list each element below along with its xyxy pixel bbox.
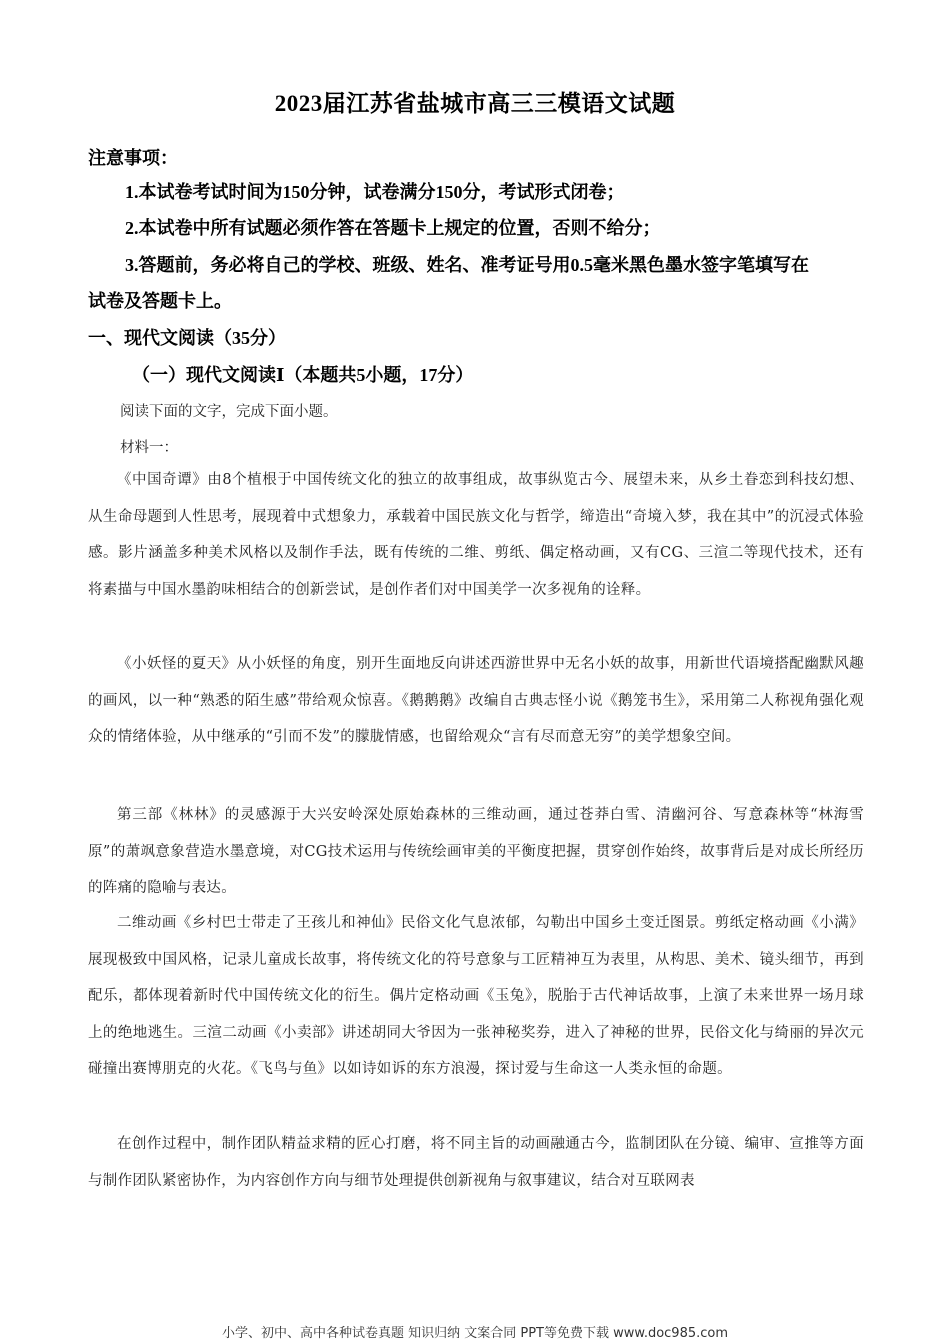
section-heading: 一、现代文阅读（35分） bbox=[88, 328, 286, 348]
notice-rule-3: 3.答题前，务必将自己的学校、班级、姓名、准考证号用0.5毫米黑色墨水签字笔填写在 bbox=[125, 255, 809, 275]
notice-rule-1: 1.本试卷考试时间为150分钟，试卷满分150分，考试形式闭卷； bbox=[125, 182, 625, 202]
document-title: 2023届江苏省盐城市高三三模语文试题 bbox=[274, 91, 676, 116]
page-footer: 小学、初中、高中各种试卷真题 知识归纳 文案合同 PPT等免费下载 www.doc985.com bbox=[221, 1326, 729, 1341]
paragraph-5: 在创作过程中，制作团队精益求精的匠心打磨，将不同主旨的动画融通古今，监制团队在分镜、编审、宣推等方面与制作团队紧密协作，为内容创作方向与细节处理提供创新视角与叙事建议，结合对互联网表 bbox=[88, 1136, 864, 1189]
notice-heading: 注意事项： bbox=[88, 148, 178, 168]
paragraph-3: 第三部《林林》的灵感源于大兴安岭深处原始森林的三维动画，通过苍莽白雪、清幽河谷、写意森林等“林海雪原”的萧飒意象营造水墨意境，对CG技术运用与传统绘画审美的平衡度把握，贯穿创作始终，故事背后是对成长所经历的阵痛的隐喻与表达。 bbox=[88, 807, 864, 896]
subsection-heading: （一）现代文阅读Ⅰ（本题共5小题，17分） bbox=[132, 365, 474, 385]
notice-rule-2: 2.本试卷中所有试题必须作答在答题卡上规定的位置，否则不给分； bbox=[125, 218, 661, 238]
paragraph-4: 二维动画《乡村巴士带走了王孩儿和神仙》民俗文化气息浓郁，勾勒出中国乡土变迁图景。剪纸定格动画《小满》展现极致中国风格，记录儿童成长故事，将传统文化的符号意象与工匠精神互为表里，从构思、美术、镜头细节，再到配乐，都体现着新时代中国传统文化的衍生。偶片定格动画《玉兔》，脱胎于古代神话故事，上演了未来世界一场月球上的绝地逃生。三渲二动画《小卖部》讲述胡同大爷因为一张神秘奖券，进入了神秘的世界，民俗文化与绮丽的异次元碰撞出赛博朋克的火花。《飞鸟与鱼》以如诗如诉的东方浪漫，探讨爱与生命这一人类永恒的命题。 bbox=[88, 915, 864, 1077]
reading-instruction: 阅读下面的文字，完成下面小题。 bbox=[120, 404, 338, 420]
paragraph-1: 《中国奇谭》由8个植根于中国传统文化的独立的故事组成，故事纵览古今、展望未来，从乡土眷恋到科技幻想、从生命母题到人性思考，展现着中式想象力，承载着中国民族文化与哲学，缔造出“奇境入梦，我在其中”的沉浸式体验感。影片涵盖多种美术风格以及制作手法，既有传统的二维、剪纸、偶定格动画，又有CG、三渲二等现代技术，还有将素描与中国水墨韵味相结合的创新尝试，是创作者们对中国美学一次多视角的诠释。 bbox=[88, 472, 864, 598]
material-label: 材料一： bbox=[120, 440, 178, 456]
notice-rule-3-continued: 试卷及答题卡上。 bbox=[88, 291, 232, 311]
paragraph-2: 《小妖怪的夏天》从小妖怪的角度，别开生面地反向讲述西游世界中无名小妖的故事，用新世代语境搭配幽默风趣的画风，以一种“熟悉的陌生感”带给观众惊喜。《鹅鹅鹅》改编自古典志怪小说《鹅笼书生》，采用第二人称视角强化观众的情绪体验，从中继承的“引而不发”的朦胧情感，也留给观众“言有尽而意无穷”的美学想象空间。 bbox=[88, 656, 864, 745]
